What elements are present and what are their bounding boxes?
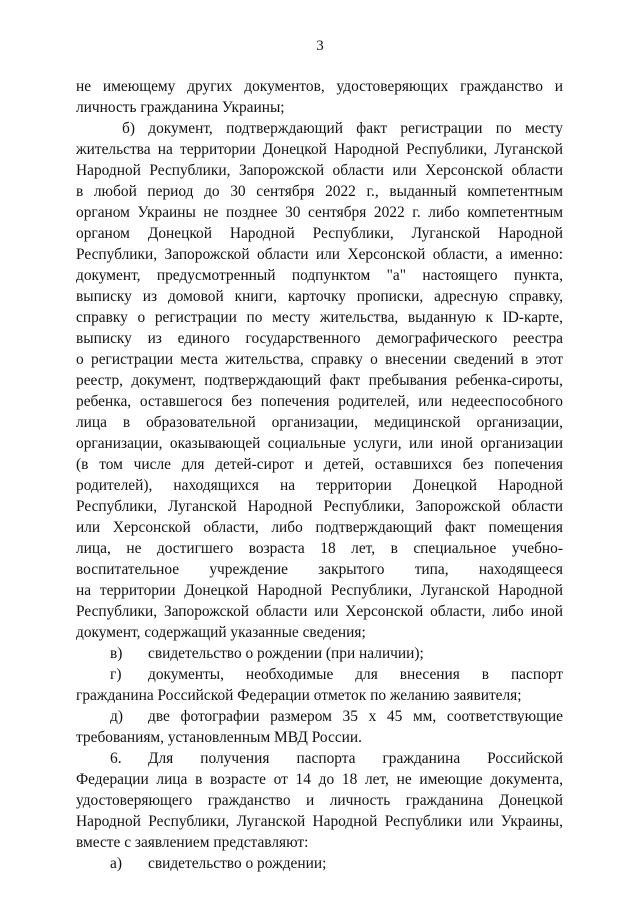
text-line: о регистрации места жительства, справку о внесении сведений в этот: [76, 351, 563, 368]
text-line: ребенка, оставшегося без попечения родителей, или недееспособного: [76, 393, 563, 410]
item-text-v: свидетельство о рождении (при наличии);: [148, 645, 424, 662]
text-line: в любой период до 30 сентября 2022 г., выданный компетентным: [76, 183, 563, 200]
text-line: органом Донецкой Народной Республики, Луганской Народной: [76, 225, 563, 242]
text-line: Федерации лица в возрасте от 14 до 18 лет, не имеющие документа,: [76, 771, 563, 788]
text-line: жительства на территории Донецкой Народной Республики, Луганской: [76, 141, 563, 158]
text-line: удостоверяющего гражданство и личность гражданина Донецкой: [76, 792, 563, 809]
text-line: органом Украины не позднее 30 сентября 2022 г. либо компетентным: [76, 204, 563, 221]
text-line: воспитательное учреждение закрытого типа, находящееся: [76, 561, 563, 578]
text-line: на территории Донецкой Народной Республики, Луганской Народной: [76, 582, 563, 599]
item-label-g: г): [110, 666, 122, 683]
text-line: личность гражданина Украины;: [76, 99, 285, 116]
text-line: лица, не достигшего возраста 18 лет, в специальное учебно-: [76, 540, 563, 557]
text-line: родителей), находящихся на территории Донецкой Народной: [76, 477, 563, 494]
text-line: или Херсонской области, либо подтверждающий факт помещения: [76, 519, 563, 536]
paragraph-b-first-line: б) документ, подтверждающий факт регистрации по месту: [122, 120, 563, 137]
text-line: Республики, Запорожской области или Херсонской области, либо иной: [76, 603, 563, 620]
text-line: выписку из единого государственного демографического реестра: [76, 330, 563, 347]
item-text-a: свидетельство о рождении;: [148, 855, 327, 872]
item-label-v: в): [110, 645, 123, 662]
text-line: документ, содержащий указанные сведения;: [76, 624, 366, 641]
text-line: документ, предусмотренный подпунктом "а" настоящего пункта,: [76, 267, 563, 284]
text-line: выписку из домовой книги, карточку прописки, адресную справку,: [76, 288, 563, 305]
text-line: Республики, Запорожской области или Херсонской области, а именно:: [76, 246, 563, 263]
text-line: Народной Республики, Запорожской области или Херсонской области: [76, 162, 563, 179]
item-text-d: две фотографии размером 35 х 45 мм, соответствующие: [148, 708, 563, 725]
item-d-continuation: требованиям, установленным МВД России.: [76, 729, 362, 746]
item-label-a: а): [110, 855, 122, 872]
text-line: (в том числе для детей-сирот и детей, оставшихся без попечения: [76, 456, 563, 473]
text-line: лица в образовательной организации, медицинской организации,: [76, 414, 563, 431]
item-label-d: д): [110, 708, 123, 725]
item-label-6: 6.: [110, 750, 122, 767]
item-g-continuation: гражданина Российской Федерации отметок по желанию заявителя;: [76, 687, 522, 704]
page-number: 3: [316, 38, 324, 54]
item-text-g: документы, необходимые для внесения в паспорт: [148, 666, 563, 683]
text-line: вместе с заявлением представляют:: [76, 834, 309, 851]
text-line: организации, оказывающей социальные услуги, или иной организации: [76, 435, 563, 452]
text-line: Народной Республики, Луганской Народной Республики или Украины,: [76, 813, 563, 830]
text-line: не имеющему других документов, удостоверяющих гражданство и: [76, 78, 563, 95]
text-line: реестр, документ, подтверждающий факт пребывания ребенка-сироты,: [76, 372, 563, 389]
item-text-6: Для получения паспорта гражданина Российской: [148, 750, 563, 767]
text-line: справку о регистрации по месту жительства, выданную к ID-карте,: [76, 309, 563, 326]
text-line: Республики, Луганской Народной Республики, Запорожской области: [76, 498, 563, 515]
